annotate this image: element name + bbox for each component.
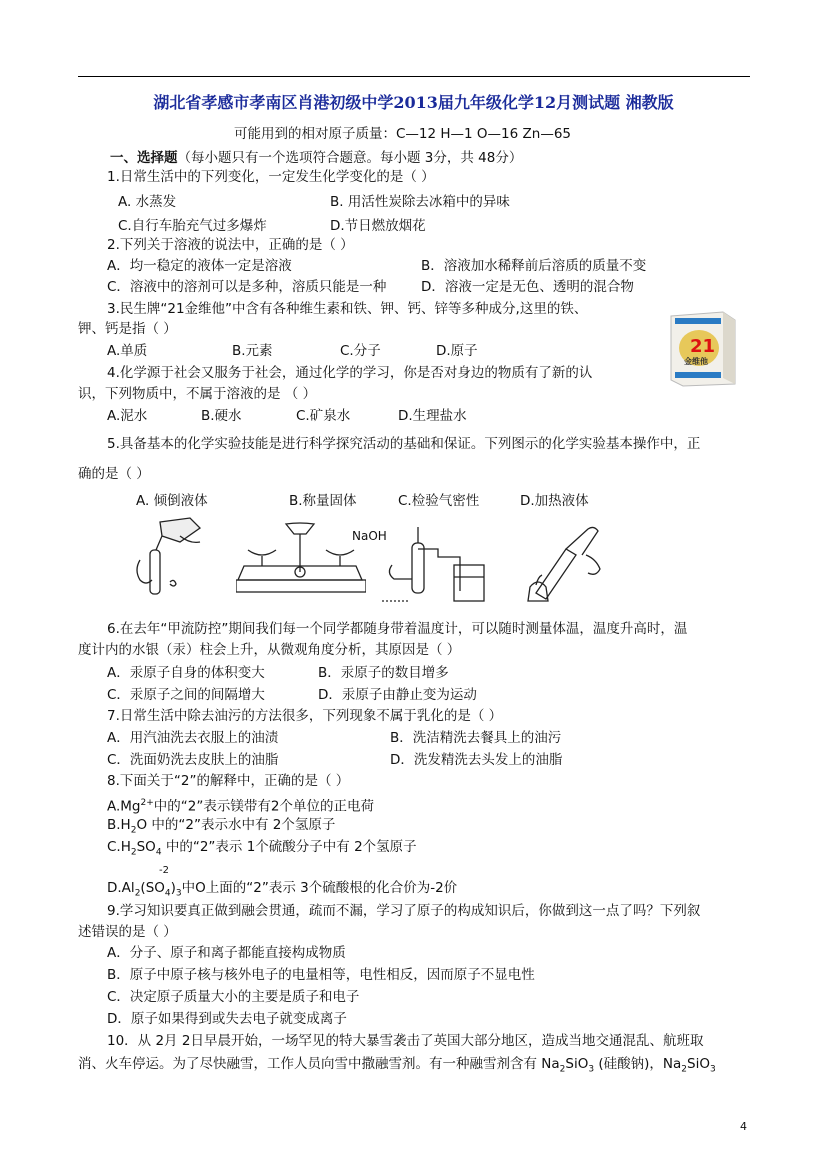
q3-option-b: B.元素 [232,343,273,359]
q7-option-b: B．洗洁精洗去餐具上的油污 [390,730,562,746]
page-number: 4 [740,1120,747,1133]
q2-option-c: C．溶液中的溶剂可以是多种，溶质只能是一种 [107,279,387,295]
q10-sub3: 2 [681,1064,688,1075]
q8-a-charge: 2+ [140,798,154,808]
q6-stem-line1: 6.在去年“甲流防控”期间我们每一个同学都随身带着温度计，可以随时测量体温，温度升高时，温 [107,621,688,637]
q8-c-formula-mid: SO [136,839,156,855]
q8-a-formula: A.Mg [107,798,141,815]
q8-d-sub3: 3 [175,888,182,899]
q8-option-d [107,879,457,903]
q10-stem-line1: 10．从 2月 2日早晨开始，一场罕见的特大暴雪袭击了英国大部分地区，造成当地交通混乱、航班取 [107,1033,704,1049]
heating-liquid-figure [522,515,612,609]
q4-option-d: D.生理盐水 [398,408,467,424]
q9-stem-line1: 9.学习知识要真正做到融会贯通，疏而不漏，学习了原子的构成知识后，你做到这一点了吗？下列叙 [107,903,701,919]
q9-option-c: C．决定原子质量大小的主要是质子和电子 [107,989,360,1005]
q10-text: 消、火车停运。为了尽快融雪，工作人员向雪中撒融雪剂。有一种融雪剂含有 Na [78,1056,560,1072]
q8-d-formula-mid: (SO [140,880,165,896]
q6-stem-line2: 度计内的水银（汞）柱会上升，从微观角度分析，其原因是（ ） [78,642,461,658]
q8-c-formula: C.H [107,839,131,855]
q4-option-c: C.矿泉水 [296,408,351,424]
q8-d-charge: -2 [159,865,169,876]
q1-stem: 1.日常生活中的下列变化，一定发生化学变化的是（ ） [107,169,435,185]
naoh-label: NaOH [352,529,387,543]
q7-stem: 7.日常生活中除去油污的方法很多，下列现象不属于乳化的是（ ） [107,708,503,724]
header-rule [78,76,750,77]
q5-option-a: A. 倾倒液体 [136,493,208,509]
q10-sub4: 3 [709,1064,716,1075]
q10-formula-2: SiO [687,1056,710,1072]
q4-option-b: B.硬水 [201,408,242,424]
page-title: 湖北省孝感市孝南区肖港初级中学2013届九年级化学12月测试题 湘教版 [153,93,674,112]
airtightness-test-figure [380,525,500,609]
q5-option-b: B.称量固体 [289,493,357,509]
q6-option-a: A．汞原子自身的体积变大 [107,665,265,681]
q8-c-sub2: 4 [155,847,162,858]
q8-a-text: 中的“2”表示镁带有2个单位的正电荷 [153,798,374,815]
q7-option-a: A．用汽油洗去衣服上的油渍 [107,730,279,746]
q8-c-text: 中的“2”表示 1个硫酸分子中有 2个氢原子 [161,839,417,855]
q8-d-formula-close: ) [170,880,176,896]
q8-b-formula: B.H [107,817,131,833]
q1-option-b: B. 用活性炭除去冰箱中的异味 [330,194,510,210]
q7-option-d: D．洗发精洗去头发上的油脂 [390,752,563,768]
q2-option-b: B．溶液加水稀释前后溶质的质量不变 [421,258,647,274]
q4-option-a: A.泥水 [107,408,148,424]
q10-sub1: 2 [559,1064,566,1075]
q5-option-c: C.检验气密性 [398,493,480,509]
q8-option-a [107,794,374,816]
q5-option-d: D.加热液体 [520,493,589,509]
q1-option-d: D.节日燃放烟花 [330,218,426,234]
q4-stem-line1: 4.化学源于社会又服务于社会，通过化学的学习，你是否对身边的物质有了新的认 [107,365,593,381]
vitamin-package-image [665,308,741,388]
q3-option-d: D.原子 [436,343,478,359]
q8-d-sub1: 2 [134,888,141,899]
section-note: （每小题只有一个选项符合题意。每小题 3分，共 48分） [177,150,523,166]
q10-stem-line2 [78,1055,716,1079]
section-title: 一、选择题 [110,150,178,166]
q1-option-c: C.自行车胎充气过多爆炸 [118,218,267,234]
pouring-liquid-figure [130,512,220,606]
q8-d-text: 中O上面的“2”表示 3个硫酸根的化合价为-2价 [181,880,458,896]
q8-stem: 8.下面关于“2”的解释中，正确的是（ ） [107,773,350,789]
q8-c-sub1: 2 [130,847,137,858]
q8-option-b [107,816,335,840]
q2-option-d: D．溶液一定是无色、透明的混合物 [421,279,634,295]
q6-option-b: B．汞原子的数目增多 [318,665,449,681]
q8-b-text: O 中的“2”表示水中有 2个氢原子 [136,817,336,833]
q3-stem-line1: 3.民生牌“21金维他”中含有各种维生素和铁、钾、钙、锌等多种成分,这里的铁、 [107,301,588,317]
atomic-masses: 可能用到的相对原子质量：C—12 H—1 O—16 Zn—65 [234,126,572,142]
package-21-text: 21 [690,336,716,357]
q5-stem-line1: 5.具备基本的化学实验技能是进行科学探究活动的基础和保证。下列图示的化学实验基本操作中，正 [107,436,701,452]
q2-stem: 2.下列关于溶液的说法中，正确的是（ ） [107,237,354,253]
q9-option-b: B．原子中原子核与核外电子的电量相等，电性相反，因而原子不显电性 [107,967,535,983]
q6-option-c: C．汞原子之间的间隔增大 [107,687,265,703]
q3-option-a: A.单质 [107,343,148,359]
q4-stem-line2: 识，下列物质中，不属于溶液的是 （ ） [78,386,317,402]
q1-option-a: A. 水蒸发 [118,194,177,210]
q7-option-c: C．洗面奶洗去皮肤上的油脂 [107,752,279,768]
q5-stem-line2: 确的是（ ） [78,466,150,482]
q9-option-a: A．分子、原子和离子都能直接构成物质 [107,945,346,961]
balance-scale-figure [236,520,366,604]
q8-b-sub: 2 [130,825,137,836]
q8-option-c [107,838,417,862]
q3-option-c: C.分子 [340,343,381,359]
q2-option-a: A．均一稳定的液体一定是溶液 [107,258,292,274]
package-name-text: 金维他 [684,357,708,366]
q8-d-sub2: 4 [164,888,171,899]
q10-sub2: 3 [588,1064,595,1075]
q8-d-formula: D.Al [107,880,135,896]
q6-option-d: D．汞原子由静止变为运动 [318,687,477,703]
q10-text-2: (硅酸钠)，Na [594,1056,682,1072]
q9-option-d: D．原子如果得到或失去电子就变成离子 [107,1011,347,1027]
section-heading [110,149,522,167]
q3-stem-line2: 钾、钙是指（ ） [78,321,177,337]
q9-stem-line2: 述错误的是（ ） [78,924,177,940]
q10-formula-1: SiO [565,1056,589,1072]
